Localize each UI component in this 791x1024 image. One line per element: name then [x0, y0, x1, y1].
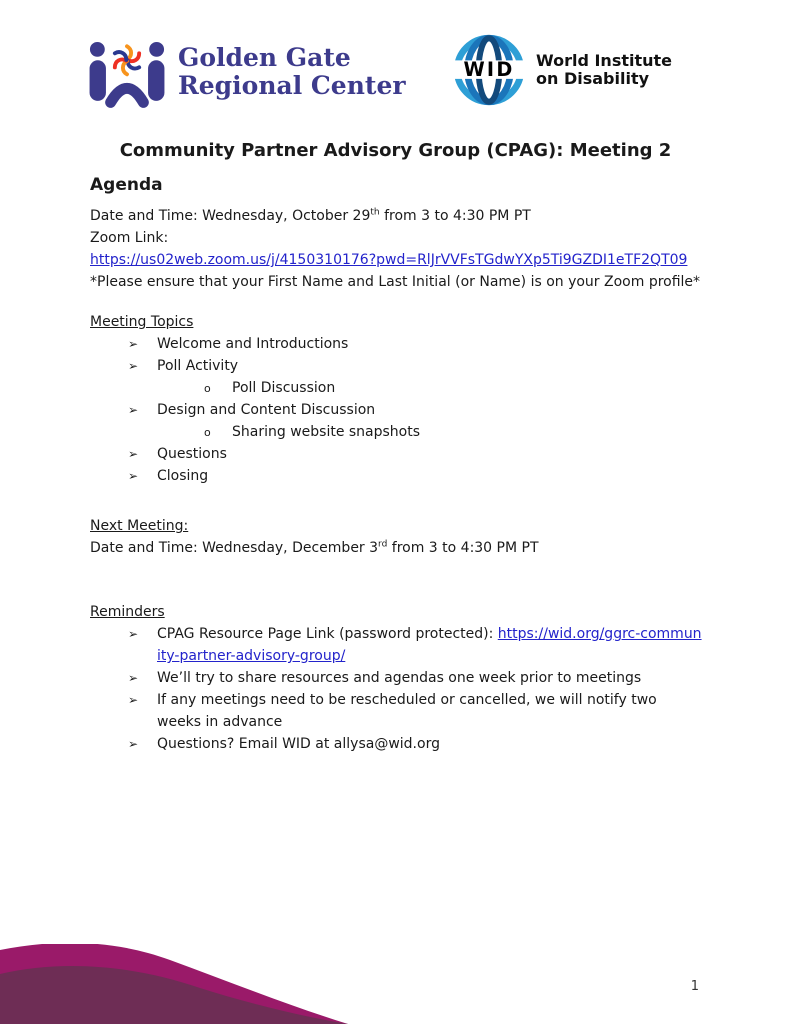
zoom-link-line [90, 249, 705, 271]
topic-label: Design and Content Discussion [157, 402, 376, 418]
reminders-list [90, 623, 705, 755]
ggrc-logo [88, 36, 406, 108]
list-item [90, 733, 705, 755]
ordinal-superscript: rd [378, 539, 388, 550]
wid-acronym: WID [463, 57, 515, 81]
list-item [90, 399, 705, 421]
ggrc-logo-icon [88, 36, 166, 108]
zoom-profile-note: *Please ensure that your First Name and Last Initial (or Name) is on your Zoom profile* [90, 274, 701, 290]
arrow-bullet-icon: ➢ [128, 671, 139, 685]
agenda-heading: Agenda [90, 175, 163, 195]
zoom-link-label: Zoom Link: [90, 230, 169, 246]
arrow-bullet-icon: ➢ [128, 469, 139, 483]
ggrc-logo-line1: Golden Gate [178, 43, 351, 72]
list-item [90, 355, 705, 377]
reminder-text: If any meetings need to be rescheduled or cancelled, we will notify two weeks in advance [157, 692, 657, 730]
header [0, 0, 791, 122]
topic-label: Sharing website snapshots [232, 424, 421, 440]
wid-logo-line2: on Disability [536, 69, 650, 88]
arrow-bullet-icon: ➢ [128, 693, 139, 707]
reminders-heading: Reminders [90, 604, 165, 620]
reminder-text: We’ll try to share resources and agendas one week prior to meetings [157, 670, 642, 686]
arrow-bullet-icon: ➢ [128, 337, 139, 351]
list-subitem [90, 377, 705, 399]
meeting-datetime: Date and Time: Wednesday, October 29th from 3 to 4:30 PM PT [90, 207, 531, 224]
wid-logo-text [536, 52, 672, 89]
reminder-text: CPAG Resource Page Link (password protected): https://wid.org/ggrc-community-partner-advisory-group/ [157, 626, 702, 664]
ggrc-logo-text [178, 44, 406, 100]
document-body [90, 205, 705, 755]
next-meeting-datetime: Date and Time: Wednesday, December 3rd from 3 to 4:30 PM PT [90, 539, 539, 556]
arrow-bullet-icon: ➢ [128, 359, 139, 373]
list-subitem [90, 421, 705, 443]
ggrc-logo-line2: Regional Center [178, 71, 406, 100]
list-item [90, 689, 705, 733]
ordinal-superscript: th [370, 207, 380, 218]
page-number: 1 [690, 979, 699, 994]
meeting-topics-list [90, 333, 705, 487]
circle-bullet-icon: o [204, 426, 211, 439]
topic-label: Poll Discussion [232, 380, 336, 396]
list-item [90, 667, 705, 689]
zoom-meeting-link[interactable]: https://us02web.zoom.us/j/4150310176?pwd=RlJrVVFsTGdwYXp5Ti9GZDI1eTF2QT09 [90, 252, 688, 268]
list-item [90, 465, 705, 487]
list-item [90, 333, 705, 355]
arrow-bullet-icon: ➢ [128, 447, 139, 461]
page-title: Community Partner Advisory Group (CPAG): Meeting 2 [119, 140, 672, 161]
next-meeting-heading: Next Meeting: [90, 518, 189, 534]
topic-label: Poll Activity [157, 358, 239, 374]
wid-logo [452, 33, 672, 107]
footer-wave-decoration [0, 944, 348, 1024]
list-item [90, 443, 705, 465]
wid-globe-icon [452, 33, 526, 107]
resource-page-link[interactable]: https://wid.org/ggrc-community-partner-advisory-group/ [157, 626, 702, 664]
list-item [90, 623, 705, 667]
reminder-text: Questions? Email WID at allysa@wid.org [157, 736, 440, 752]
arrow-bullet-icon: ➢ [128, 403, 139, 417]
circle-bullet-icon: o [204, 382, 211, 395]
topic-label: Welcome and Introductions [157, 336, 349, 352]
arrow-bullet-icon: ➢ [128, 737, 139, 751]
topic-label: Closing [157, 468, 209, 484]
topic-label: Questions [157, 446, 227, 462]
arrow-bullet-icon: ➢ [128, 627, 139, 641]
wid-logo-line1: World Institute [536, 50, 673, 70]
meeting-topics-heading: Meeting Topics [90, 314, 194, 330]
